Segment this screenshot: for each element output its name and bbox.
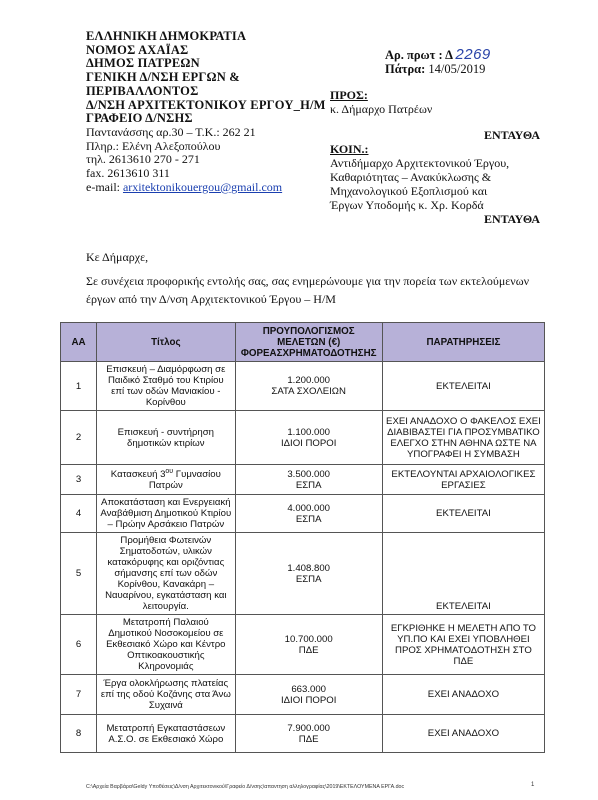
email-link[interactable]: arxitektonikouergou@gmail.com <box>122 179 283 194</box>
issuer-email-row <box>86 181 326 195</box>
row-source: ΠΔΕ <box>298 644 319 656</box>
row-title: Αποκατάσταση και Ενεργειακή Αναβάθμιση Δημοτικού Κτιρίου – Πρώην Αρσάκειο Πατρών <box>97 495 235 533</box>
intro-line-2: έργων από την Δ/νση Αρχιτεκτονικού Έργου – Η/Μ <box>86 292 336 306</box>
issuer-line-municipality: ΔΗΜΟΣ ΠΑΤΡΕΩΝ <box>86 56 200 71</box>
row-budget <box>235 533 382 615</box>
row-num: 8 <box>61 715 97 753</box>
table-row <box>61 533 545 615</box>
row-budget <box>235 362 382 411</box>
issuer-block <box>86 30 326 194</box>
protocol-block <box>385 48 491 76</box>
row-source: ΙΔΙΟΙ ΠΟΡΟΙ <box>280 437 337 449</box>
header-notes: ΠΑΡΑΤΗΡΗΣΕΙΣ <box>382 323 544 362</box>
cc-line-2: Καθαριότητας – Ανακύκλωσης & <box>330 170 492 184</box>
row-title-pre: Κατασκευή 3 <box>110 469 166 481</box>
row-amount: 10.700.000 <box>284 633 333 645</box>
date-value: 14/05/2019 <box>428 62 486 76</box>
to-recipient: κ. Δήμαρχο Πατρέων <box>330 102 433 116</box>
email-label: e-mail: <box>86 179 120 194</box>
cc-note: ΕΝΤΑΥΘΑ <box>484 212 540 226</box>
cc-line-3: Μηχανολογικού Εξοπλισμού και <box>330 184 488 198</box>
row-budget <box>235 495 382 533</box>
row-source: ΠΔΕ <box>298 733 319 745</box>
row-title: Προμήθεια Φωτεινών Σηματοδοτών, υλικών κατακόρυφης και οριζόντιας σήμανσης επί των οδών Κορίνθου, Κανακάρη – Ναυαρίνου, εγκατάσταση και λειτουργία. <box>97 533 235 615</box>
table-header-row <box>61 323 545 362</box>
row-notes: ΕΚΤΕΛΕΙΤΑΙ <box>382 533 544 615</box>
issuer-line-republic: ΕΛΛΗΝΙΚΗ ΔΗΜΟΚΡΑΤΙΑ <box>86 29 247 43</box>
issuer-line-directorate: Δ/ΝΣΗ ΑΡΧΙΤΕΚΤΟΝΙΚΟΥ ΕΡΓΟΥ_Η/Μ <box>86 97 326 112</box>
row-num: 4 <box>61 495 97 533</box>
row-source: ΕΣΠΑ <box>295 479 322 491</box>
header-title: Τίτλος <box>97 323 235 362</box>
row-num: 6 <box>61 615 97 675</box>
row-source: ΕΣΠΑ <box>295 573 322 585</box>
table-row <box>61 362 545 411</box>
file-path-footer: C:\Αρχεία Βαρβάρα\Geldy Υποθέσεις\Δ/νση Αρχιτεκτονικού\Γραφείο Δ/νσης\απαντηση αλληλογραφίας\2019\ΕΚΤΕΛΟΥΜΕΝΑ ΕΡΓΑ.doc <box>86 784 405 790</box>
protocol-label: Αρ. πρωτ : Δ <box>385 48 453 62</box>
date-label: Πάτρα: <box>385 62 426 76</box>
row-title-post: Γυμνασίου Πατρών <box>148 469 221 492</box>
greeting: Κε Δήμαρχε, <box>86 250 149 264</box>
table-row <box>61 495 545 533</box>
row-notes: ΕΧΕΙ ΑΝΑΔΟΧΟ <box>382 715 544 753</box>
row-notes: ΕΧΕΙ ΑΝΑΔΟΧΟ <box>382 675 544 715</box>
row-budget <box>235 465 382 495</box>
issuer-fax: fax. 2613610 311 <box>86 166 170 181</box>
row-budget <box>235 715 382 753</box>
row-amount: 7.900.000 <box>287 722 331 734</box>
issuer-line-prefecture: ΝΟΜΟΣ ΑΧΑΪΑΣ <box>86 42 189 57</box>
to-label: ΠΡΟΣ: <box>330 88 368 102</box>
row-notes: ΕΚΤΕΛΕΙΤΑΙ <box>382 362 544 411</box>
issuer-phone: τηλ. 2613610 270 - 271 <box>86 152 200 167</box>
projects-table <box>60 322 545 753</box>
row-num: 2 <box>61 411 97 465</box>
table-row <box>61 465 545 495</box>
row-amount: 1.408.800 <box>287 562 331 574</box>
row-title: Μετατροπή Παλαιού Δημοτικού Νοσοκομείου σε Εκθεσιακό Χώρο και Κέντρο Οπτικοακουστικής Κληρονομιάς <box>97 615 235 675</box>
header-budget: ΠΡΟΥΠΟΛΟΓΙΣΜΟΣ ΜΕΛΕΤΩΝ (€) ΦΟΡΕΑΣΧΡΗΜΑΤΟΔΟΤΗΣΗΣ <box>235 323 382 362</box>
recipient-block <box>330 88 540 226</box>
issuer-address: Παντανάσσης αρ.30 – Τ.Κ.: 262 21 <box>86 124 256 139</box>
row-source: ΣΑΤΑ ΣΧΟΛΕΙΩΝ <box>271 386 346 397</box>
issuer-line-office: ΓΡΑΦΕΙΟ Δ/ΝΣΗΣ <box>86 111 193 126</box>
row-num: 1 <box>61 362 97 411</box>
row-title: Μετατροπή Εγκαταστάσεων Α.Σ.Ο. σε Εκθεσιακό Χώρο <box>97 715 235 753</box>
to-note: ΕΝΤΑΥΘΑ <box>484 128 540 142</box>
date-row <box>385 62 491 76</box>
row-title: Επισκευή – Διαμόρφωση σε Παιδικό Σταθμό του Κτιρίου επί των οδών Μανιακίου - Κορίνθου <box>97 362 235 411</box>
row-notes: ΕΚΤΕΛΟΥΝΤΑΙ ΑΡΧΑΙΟΛΟΓΙΚΕΣ ΕΡΓΑΣΙΕΣ <box>382 465 544 495</box>
row-notes: ΕΧΕΙ ΑΝΑΔΟΧΟ Ο ΦΑΚΕΛΟΣ ΕΧΕΙ ΔΙΑΒΙΒΑΣΤΕΙ ΓΙΑ ΠΡΟΣΥΜΒΑΤΙΚΟ ΕΛΕΓΧΟ ΣΤΗΝ ΑΘΗΝΑ ΩΣΤΕ ΝΑ ΥΠΟΓΡΑΦΕΙ Η ΣΥΜΒΑΣΗ <box>382 411 544 465</box>
row-budget <box>235 675 382 715</box>
row-notes: ΕΓΚΡΙΘΗΚΕ Η ΜΕΛΕΤΗ ΑΠΟ ΤΟ ΥΠ.ΠΟ ΚΑΙ ΕΧΕΙ ΥΠΟΒΛΗΘΕΙ ΠΡΟΣ ΧΡΗΜΑΤΟΔΟΤΗΣΗ ΣΤΟ ΠΔΕ <box>382 615 544 675</box>
cc-line-1: Αντιδήμαρχο Αρχιτεκτονικού Έργου, <box>330 156 510 170</box>
row-amount: 4.000.000 <box>287 502 331 514</box>
row-title: Έργα ολοκλήρωσης πλατείας επί της οδού Κοζάνης στα Άνω Συχαινά <box>97 675 235 715</box>
row-amount: 3.500.000 <box>287 468 331 480</box>
intro-line-1: Σε συνέχεια προφορικής εντολής σας, σας ενημερώνουμε για την πορεία των εκτελούμενων <box>86 274 530 288</box>
table-row <box>61 715 545 753</box>
header-num: ΑΑ <box>61 323 97 362</box>
row-notes: ΕΚΤΕΛΕΙΤΑΙ <box>382 495 544 533</box>
table-row <box>61 615 545 675</box>
row-title: Επισκευή - συντήρηση δημοτικών κτιρίων <box>97 411 235 465</box>
row-num: 7 <box>61 675 97 715</box>
row-title-sup: ου <box>165 467 174 475</box>
row-amount: 1.200.000 <box>287 375 331 386</box>
issuer-contact: Πληρ.: Ελένη Αλεξοπούλου <box>86 138 221 153</box>
row-num: 3 <box>61 465 97 495</box>
row-source: ΕΣΠΑ <box>295 513 322 525</box>
row-amount: 1.100.000 <box>287 426 331 438</box>
protocol-row <box>385 48 491 62</box>
row-budget <box>235 615 382 675</box>
issuer-line-environment: ΠΕΡΙΒΑΛΛΟΝΤΟΣ <box>86 83 199 98</box>
row-budget <box>235 411 382 465</box>
issuer-line-general-directorate: ΓΕΝΙΚΗ Δ/ΝΣΗ ΕΡΓΩΝ & <box>86 70 240 85</box>
cc-line-4: Έργων Υποδομής κ. Χρ. Κορδά <box>330 198 484 212</box>
table-row <box>61 675 545 715</box>
cc-label: ΚΟΙΝ.: <box>330 142 369 156</box>
row-num: 5 <box>61 533 97 615</box>
row-source: ΙΔΙΟΙ ΠΟΡΟΙ <box>280 694 337 706</box>
row-title <box>97 465 235 495</box>
page-number: 1 <box>531 782 535 788</box>
table-row <box>61 411 545 465</box>
row-amount: 663.000 <box>291 683 327 695</box>
protocol-number: 2269 <box>455 46 491 63</box>
